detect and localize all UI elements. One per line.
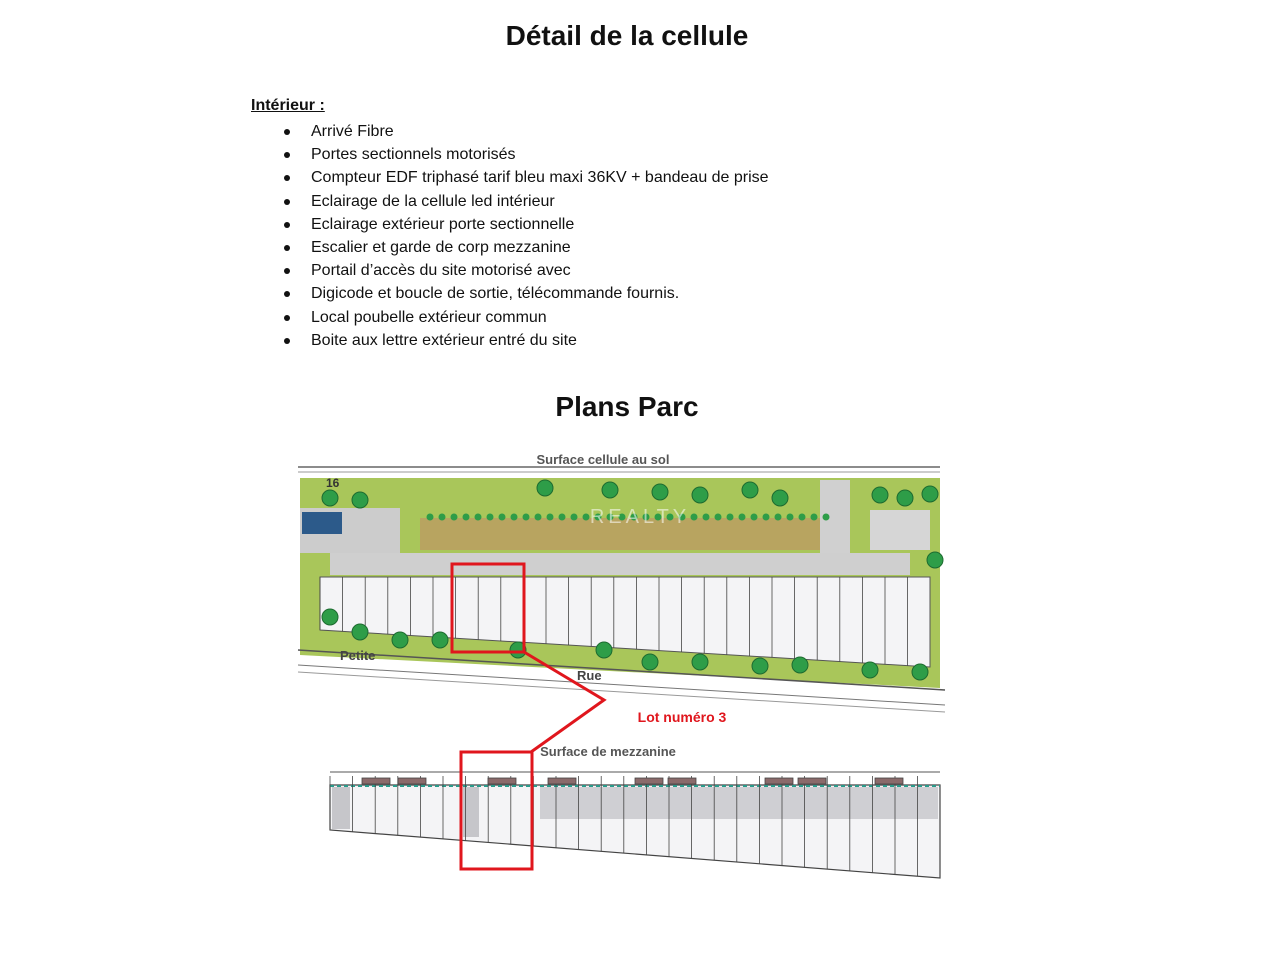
stair-icon — [398, 778, 426, 784]
hedge-icon — [703, 514, 710, 521]
hedge-icon — [535, 514, 542, 521]
tree-icon — [872, 487, 888, 503]
list-item: Boite aux lettre extérieur entré du site — [286, 329, 769, 352]
tree-icon — [352, 624, 368, 640]
hedge-icon — [799, 514, 806, 521]
street-label-petite: Petite — [340, 648, 376, 663]
hedge-icon — [775, 514, 782, 521]
stair-icon — [798, 778, 826, 784]
tree-icon — [596, 642, 612, 658]
hedge-icon — [463, 514, 470, 521]
tree-icon — [792, 657, 808, 673]
hedge-icon — [583, 514, 590, 521]
hedge-icon — [451, 514, 458, 521]
hedge-icon — [823, 514, 830, 521]
list-item: Eclairage extérieur porte sectionnelle — [286, 213, 769, 236]
stair-icon — [548, 778, 576, 784]
tree-icon — [322, 609, 338, 625]
lot-number-label: Lot numéro 3 — [637, 709, 727, 725]
hedge-icon — [715, 514, 722, 521]
list-item: Digicode et boucle de sortie, télécommande fournis. — [286, 282, 769, 305]
tree-icon — [322, 490, 338, 506]
section-heading-interieur: Intérieur : — [251, 97, 325, 114]
tree-icon — [692, 487, 708, 503]
stair-icon — [668, 778, 696, 784]
hedge-icon — [727, 514, 734, 521]
tree-icon — [927, 552, 943, 568]
tree-icon — [752, 658, 768, 674]
tree-icon — [537, 480, 553, 496]
tree-icon — [692, 654, 708, 670]
list-item: Compteur EDF triphasé tarif bleu maxi 36KV + bandeau de prise — [286, 166, 769, 189]
hedge-icon — [787, 514, 794, 521]
tree-icon — [652, 484, 668, 500]
stair-icon — [765, 778, 793, 784]
street-label-rue: Rue — [577, 668, 602, 683]
tree-icon — [922, 486, 938, 502]
stair-icon — [362, 778, 390, 784]
hedge-icon — [487, 514, 494, 521]
tree-icon — [897, 490, 913, 506]
tree-icon — [432, 632, 448, 648]
hedge-icon — [439, 514, 446, 521]
road-number: 16 — [326, 476, 340, 490]
list-item: Eclairage de la cellule led intérieur — [286, 190, 769, 213]
list-item: Local poubelle extérieur commun — [286, 306, 769, 329]
tree-icon — [392, 632, 408, 648]
tree-icon — [862, 662, 878, 678]
hedge-icon — [511, 514, 518, 521]
hedge-icon — [499, 514, 506, 521]
ground-surface-label: Surface cellule au sol — [536, 452, 670, 467]
mezzanine-plan — [330, 744, 940, 878]
list-item: Escalier et garde de corp mezzanine — [286, 236, 769, 259]
list-item: Portail d’accès du site motorisé avec — [286, 259, 769, 282]
hedge-icon — [547, 514, 554, 521]
list-item: Arrivé Fibre — [286, 120, 769, 143]
plans-title: Plans Parc — [555, 391, 699, 422]
hedge-icon — [691, 514, 698, 521]
stair-icon — [488, 778, 516, 784]
tree-icon — [642, 654, 658, 670]
hedge-icon — [523, 514, 530, 521]
hedge-icon — [427, 514, 434, 521]
hedge-icon — [763, 514, 770, 521]
hedge-icon — [475, 514, 482, 521]
page-title: Détail de la cellule — [505, 20, 749, 51]
tree-icon — [602, 482, 618, 498]
tree-icon — [772, 490, 788, 506]
hedge-icon — [559, 514, 566, 521]
hedge-icon — [751, 514, 758, 521]
watermark: REALTY — [589, 506, 691, 528]
list-item: Portes sectionnels motorisés — [286, 143, 769, 166]
hedge-icon — [571, 514, 578, 521]
tree-icon — [742, 482, 758, 498]
stair-icon — [875, 778, 903, 784]
stair-icon — [635, 778, 663, 784]
ground-floor-plan — [298, 452, 945, 712]
tree-icon — [352, 492, 368, 508]
hedge-icon — [739, 514, 746, 521]
hedge-icon — [811, 514, 818, 521]
mezzanine-surface-label: Surface de mezzanine — [540, 744, 676, 759]
tree-icon — [912, 664, 928, 680]
